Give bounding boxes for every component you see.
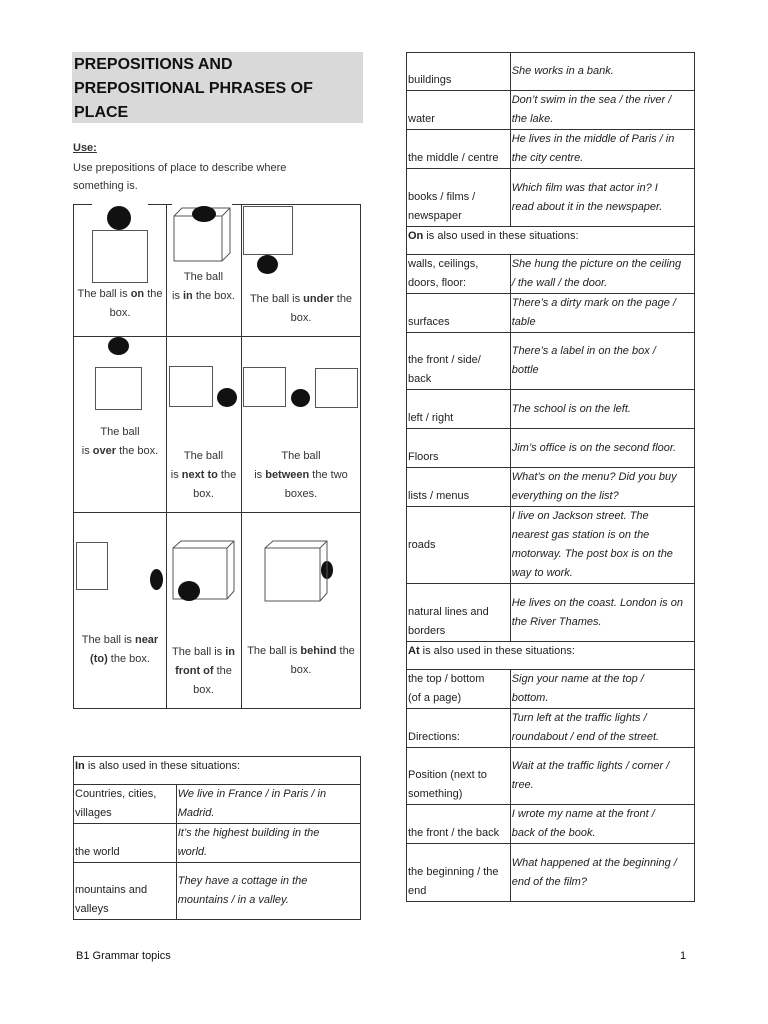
title-line-1: PREPOSITIONS AND: [74, 56, 233, 73]
title-line-2: PREPOSITIONAL PHRASES OF: [74, 80, 313, 97]
footer-label: B1 Grammar topics: [76, 950, 171, 962]
table-row: the front / the back I wrote my name at the front / back of the book.: [407, 805, 695, 844]
box-near: [76, 542, 108, 590]
caption-on: The ball is on the box.: [77, 288, 163, 319]
table-row: roads I live on Jackson street. The nearest gas station is on the motorway. The post box is on the way to work.: [407, 507, 695, 584]
table-row: surfaces There’s a dirty mark on the page / table: [407, 294, 695, 333]
page-number: 1: [680, 950, 687, 962]
table-row: Position (next to something) Wait at the traffic lights / corner / tree.: [407, 748, 695, 805]
table-row: the front / side/ back There’s a label in on the box / bottle: [407, 333, 695, 390]
title-line-3: PLACE: [74, 104, 129, 121]
box-next: [169, 366, 213, 407]
table-row: books / films / newspaper Which film was that actor in? I read about it in the newspaper.: [407, 169, 695, 227]
table-row: walls, ceilings, doors, floor: She hung the picture on the ceiling / the wall / the door.: [407, 255, 695, 294]
at-table-header: At is also used in these situations:: [407, 642, 695, 670]
ball-on: [107, 206, 131, 230]
box-between-left: [243, 367, 286, 407]
box-front: [170, 539, 236, 605]
table-row: the top / bottom (of a page) Sign your name at the top / bottom.: [407, 670, 695, 709]
box-in: [172, 204, 234, 264]
box-between-right: [315, 368, 358, 408]
table-row: left / right The school is on the left.: [407, 390, 695, 429]
divider: [73, 512, 361, 513]
caption-between: The ball is between the two boxes.: [254, 450, 348, 500]
ball-next: [217, 388, 237, 407]
caption-near: The ball is near (to) the box.: [81, 634, 159, 665]
table-row: buildings She works in a bank.: [407, 53, 695, 91]
use-text-line: something is.: [73, 180, 138, 192]
use-text-line: Use prepositions of place to describe where: [73, 162, 287, 174]
box-behind: [262, 539, 334, 605]
page-title: [72, 52, 363, 123]
caption-under: The ball is under the box.: [249, 293, 353, 324]
use-text: [73, 159, 353, 195]
table-row: Countries, cities, villages We live in France / in Paris / in Madrid.: [74, 785, 361, 824]
ball-over: [108, 337, 129, 355]
table-row: lists / menus What’s on the menu? Did you buy everything on the list?: [407, 468, 695, 507]
caption-next: The ball is next to the box.: [170, 450, 237, 500]
in-table-header: In is also used in these situations:: [74, 757, 361, 785]
caption-over: The ball is over the box.: [81, 426, 159, 457]
caption-front: The ball is in front of the box.: [172, 646, 235, 696]
ball-near: [150, 569, 163, 590]
box-under: [243, 206, 293, 255]
box-over: [95, 367, 142, 410]
caption-behind: The ball is behind the box.: [247, 645, 355, 676]
caption-in: The ball is in the box.: [172, 271, 235, 302]
table-row: water Don’t swim in the sea / the river / the lake.: [407, 91, 695, 130]
box-on: [92, 230, 148, 283]
table-row: Directions: Turn left at the traffic lights / roundabout / end of the street.: [407, 709, 695, 748]
table-row: the world It’s the highest building in the world.: [74, 824, 361, 863]
table-row: the beginning / the end What happened at the beginning / end of the film?: [407, 844, 695, 902]
ball-between: [291, 389, 310, 407]
on-table-header: On is also used in these situations:: [407, 227, 695, 255]
table-row: the middle / centre He lives in the middle of Paris / in the city centre.: [407, 130, 695, 169]
ball-under: [257, 255, 278, 274]
table-row: mountains and valleys They have a cottage in the mountains / in a valley.: [74, 863, 361, 920]
usage-table: [406, 52, 695, 902]
table-row: Floors Jim’s office is on the second floor.: [407, 429, 695, 468]
use-label: Use:: [73, 142, 97, 154]
in-usage-table: [73, 756, 361, 920]
table-row: natural lines and borders He lives on the coast. London is on the River Thames.: [407, 584, 695, 642]
